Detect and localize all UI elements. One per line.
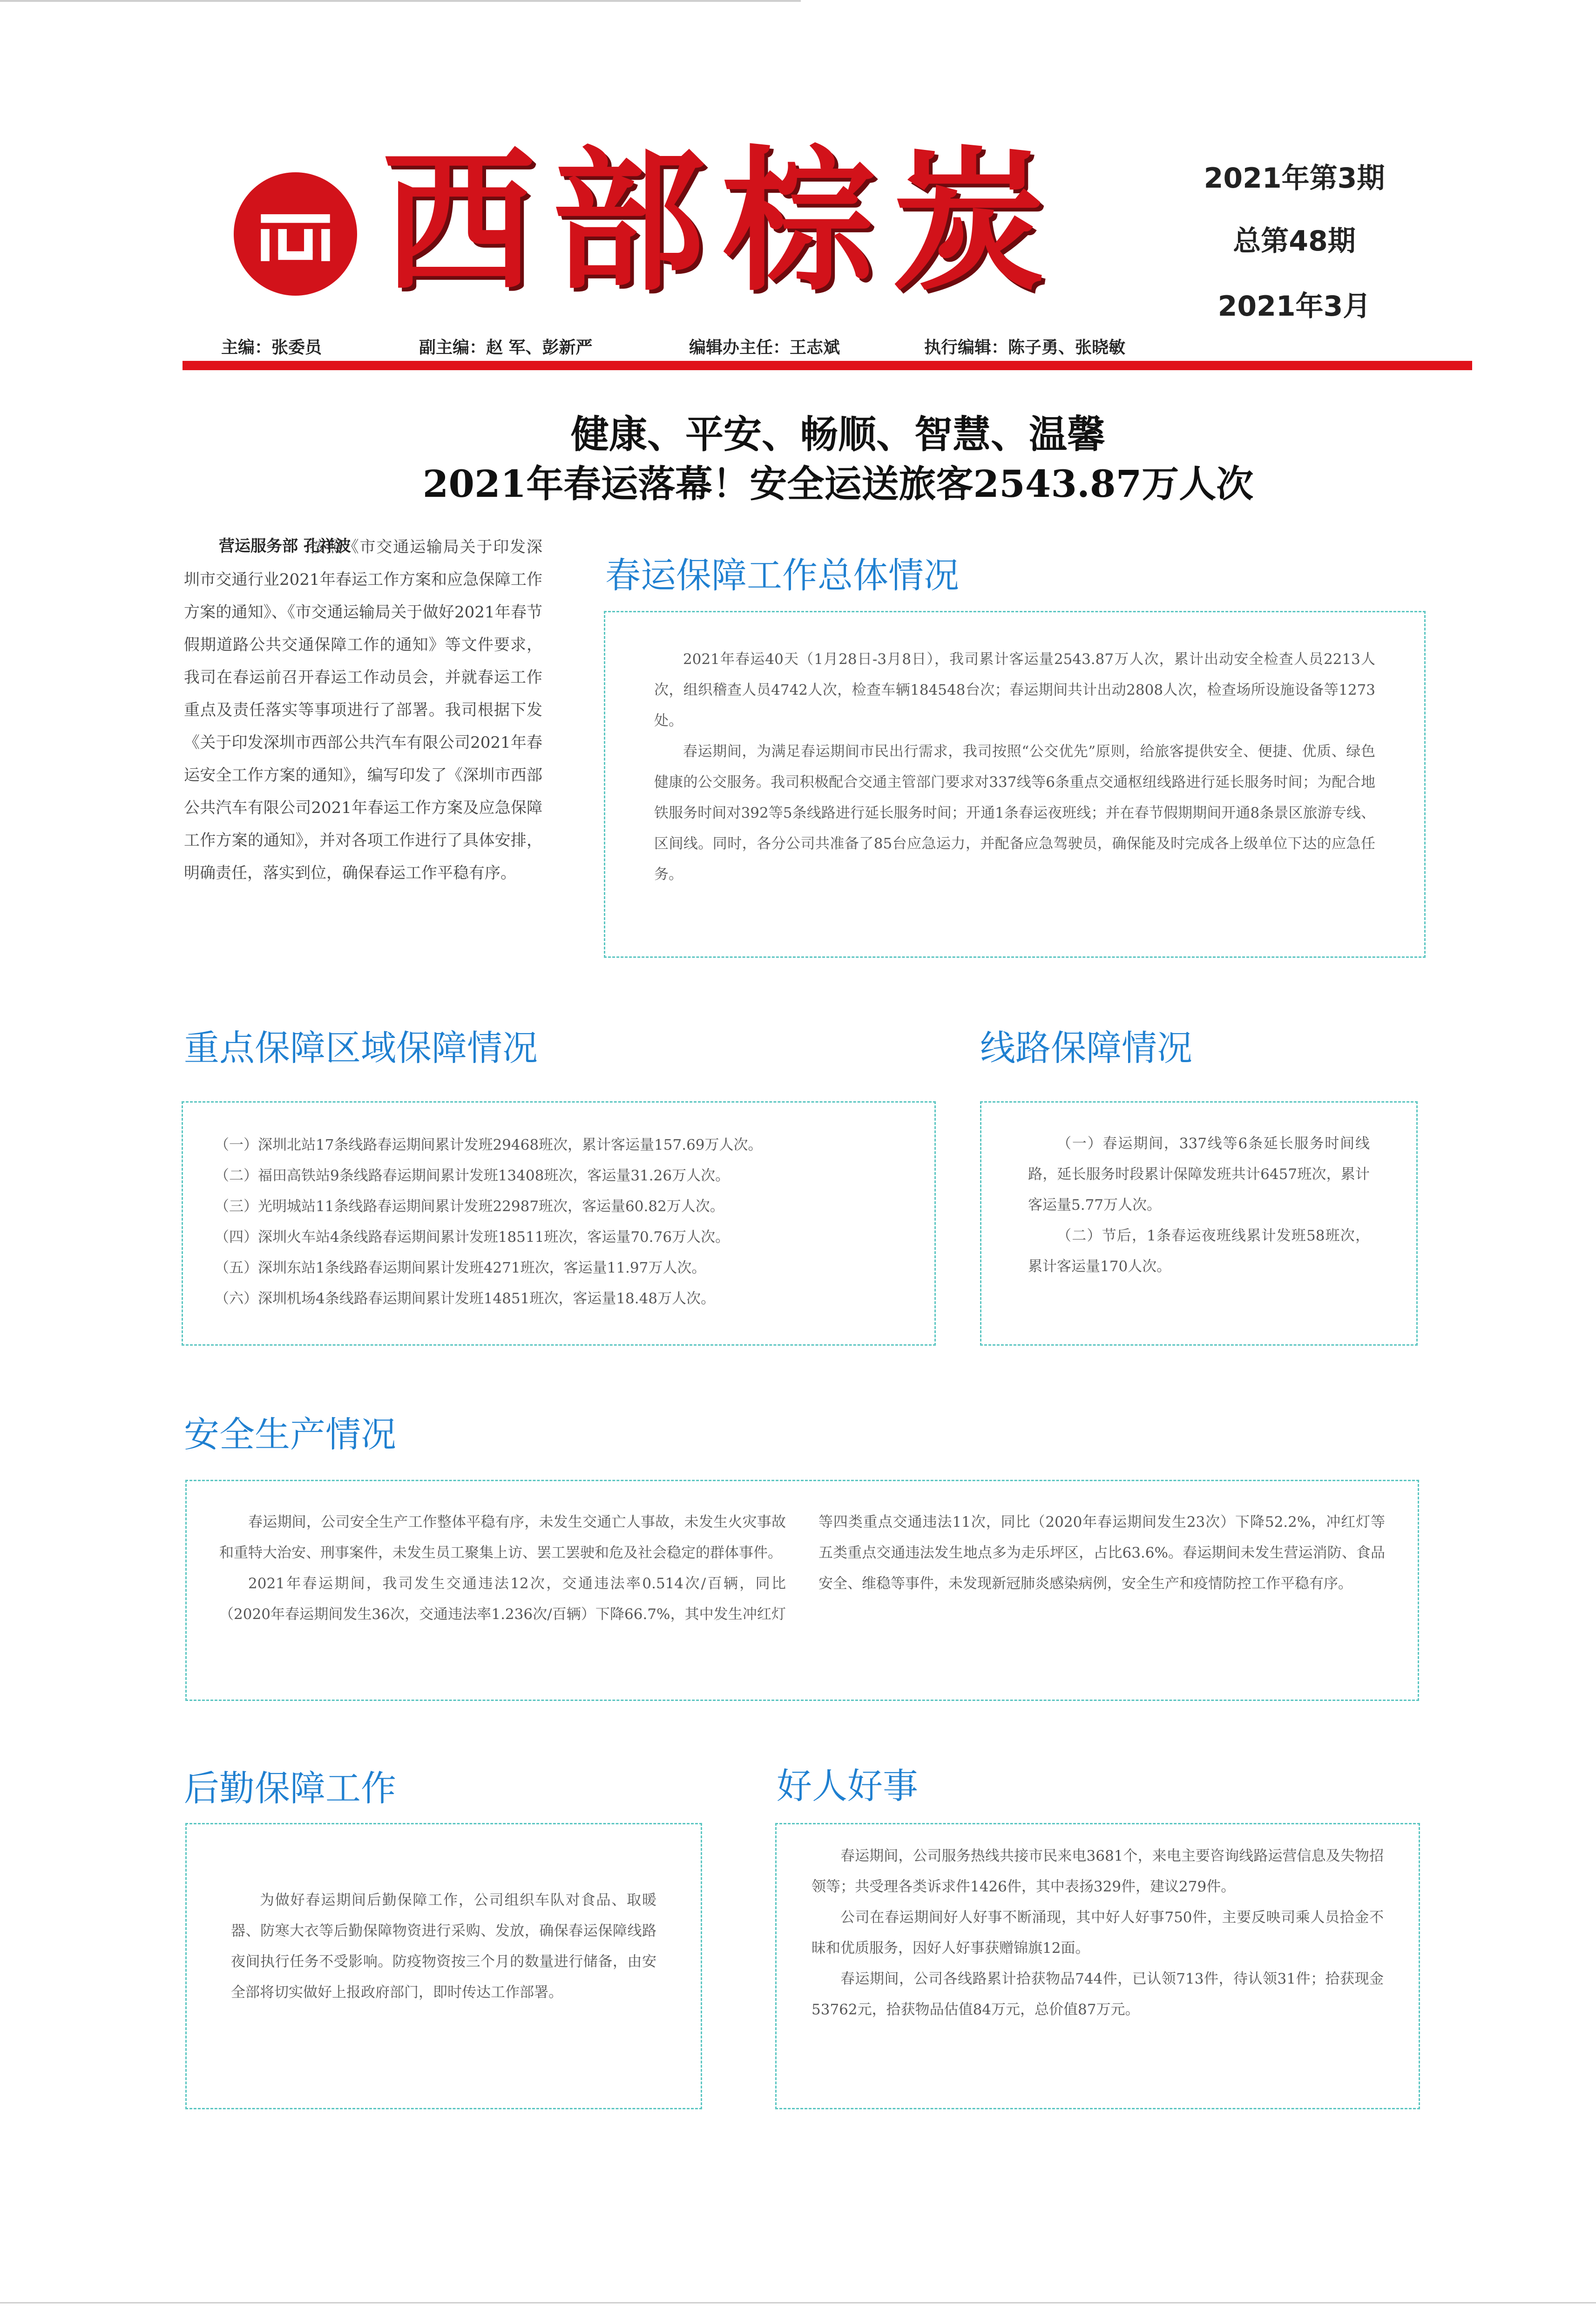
section-box-routes	[980, 1101, 1418, 1346]
safety-paragraph-2: 2021年春运期间，我司发生交通违法12次，交通违法率0.514次/百辆，同比（2020年春运期间发生36次，交通违法率1.236次/百辆）下降66.7%，其中发生冲红灯等四类重点交通违法11次，同比（2020年春运期间发生23次）下降52.2%，冲红灯等五类重点交通违法发生地点多为走乐坪区，占比63.6%。春运期间未发生营运消防、食品安全、维稳等事件，未发现新冠肺炎感染病例，安全生产和疫情防控工作平稳有序。	[219, 1514, 1385, 1623]
section-box-overall	[604, 611, 1426, 958]
intro-text: 按照《市交通运输局关于印发深圳市交通行业2021年春运工作方案和应急保障工作方案的通知》、《市交通运输局关于做好2021年春节假期道路公共交通保障工作的通知》等文件要求，我司在春运前召开春运工作动员会，并就春运工作重点及责任落实等事项进行了部署。我司根据下发《关于印发深圳市西部公共汽车有限公司2021年春运安全工作方案的通知》，编写印发了《深圳市西部公共汽车有限公司2021年春运工作方案及应急保障工作方案的通知》，并对各项工作进行了具体安排，明确责任，落实到位，确保春运工作平稳有序。	[184, 538, 542, 882]
logistics-paragraph: 为做好春运期间后勤保障工作，公司组织车队对食品、取暖器、防寒大衣等后勤保障物资进行采购、发放，确保春运保障线路夜间执行任务不受影响。防疫物资按三个月的数量进行储备，由安全部将切实做好上报政府部门，即时传达工作部署。	[231, 1892, 656, 2001]
overall-paragraph-2: 春运期间，为满足春运期间市民出行需求，我司按照“公交优先”原则，给旅客提供安全、便捷、优质、绿色健康的公交服务。我司积极配合交通主管部门要求对337线等6条重点交通枢纽线路进行延长服务时间；为配合地铁服务时间对392等5条线路进行延长服务时间；开通1条春运夜班线；并在春节假期期间开通8条景区旅游专线、区间线。同时，各分公司共准备了85台应急运力，并配备应急驾驶员，确保能及时完成各上级单位下达的应急任务。	[654, 743, 1375, 883]
credit-exec: 执行编辑：陈子勇、张晓敏	[924, 338, 1126, 357]
section-title-logistics: 后勤保障工作	[184, 1768, 396, 1809]
route-item: （二）节后，1条春运夜班线累计发班58班次，累计客运量170人次。	[1028, 1227, 1370, 1275]
headline-line2: 2021年春运落幕！安全运送旅客2543.87万人次	[422, 462, 1254, 506]
safety-paragraph-1: 春运期间，公司安全生产工作整体平稳有序，未发生交通亡人事故，未发生火灾事故和重特大治安、刑事案件，未发生员工聚集上访、罢工罢驶和危及社会稳定的群体事件。	[219, 1514, 786, 1561]
key-area-item: （六）深圳机场4条线路春运期间累计发班14851班次，客运量18.48万人次。	[215, 1290, 716, 1307]
safety-columns	[219, 1507, 1385, 1630]
good-deeds-paragraph-3: 春运期间，公司各线路累计拾获物品744件，已认领713件，待认领31件；拾获现金53762元，拾获物品估值84万元，总价值87万元。	[812, 1971, 1384, 2018]
section-box-safety	[185, 1480, 1419, 1701]
good-deeds-paragraph-1: 春运期间，公司服务热线共接市民来电3681个，来电主要咨询线路运营信息及失物招领等；共受理各类诉求件1426件，其中表扬329件，建议279件。	[812, 1848, 1384, 1895]
masthead-title: 西部棕炭	[382, 131, 1062, 312]
key-area-item: （五）深圳东站1条线路春运期间累计发班4271班次，客运量11.97万人次。	[215, 1260, 706, 1276]
key-area-item: （一）深圳北站17条线路春运期间累计发班29468班次，累计客运量157.69万人次。	[215, 1137, 763, 1153]
key-area-item: （三）光明城站11条线路春运期间累计发班22987班次，客运量60.82万人次。	[215, 1198, 724, 1215]
section-box-logistics	[185, 1823, 702, 2109]
section-title-good-deeds: 好人好事	[777, 1765, 918, 1807]
masthead-red-rule	[183, 361, 1472, 370]
route-item: （一）春运期间，337线等6条延长服务时间线路，延长服务时段累计保障发班共计6457班次，累计客运量5.77万人次。	[1028, 1135, 1370, 1213]
total-issue-number: 总第48期	[1233, 225, 1356, 257]
top-rule	[0, 0, 801, 2]
section-title-routes: 线路保障情况	[980, 1027, 1192, 1069]
section-title-key-areas: 重点保障区域保障情况	[184, 1027, 538, 1069]
section-box-good-deeds	[775, 1823, 1420, 2109]
section-title-overall: 春运保障工作总体情况	[605, 555, 959, 596]
section-title-safety: 安全生产情况	[184, 1414, 396, 1455]
credit-director: 主编：张委员	[221, 338, 322, 357]
credit-deputy: 副主编：赵 军、彭新严	[419, 338, 593, 357]
credit-office: 编辑办主任：王志斌	[689, 338, 840, 357]
overall-paragraph-1: 2021年春运40天（1月28日-3月8日），我司累计客运量2543.87万人次，累计出动安全检查人员2213人次，组织稽查人员4742人次，检查车辆184548台次；春运期间共计出动2808人次，检查场所设施设备等1273处。	[654, 651, 1375, 729]
issue-number: 2021年第3期	[1204, 162, 1385, 195]
key-area-item: （二）福田高铁站9条线路春运期间累计发班13408班次，客运量31.26万人次。	[215, 1167, 730, 1184]
section-box-key-areas	[182, 1101, 936, 1346]
logo-icon	[234, 172, 357, 296]
key-area-item: （四）深圳火车站4条线路春运期间累计发班18511班次，客运量70.76万人次。	[215, 1229, 730, 1246]
good-deeds-paragraph-2: 公司在春运期间好人好事不断涌现，其中好人好事750件，主要反映司乘人员拾金不昧和优质服务，因好人好事获赠锦旗12面。	[812, 1909, 1384, 1957]
headline-line1: 健康、平安、畅顺、智慧、温馨	[570, 412, 1105, 457]
issue-date: 2021年3月	[1217, 290, 1371, 323]
bottom-rule	[0, 2302, 1596, 2303]
byline-author: 营运服务部 孔祥波	[219, 537, 351, 555]
company-logo	[234, 172, 357, 296]
